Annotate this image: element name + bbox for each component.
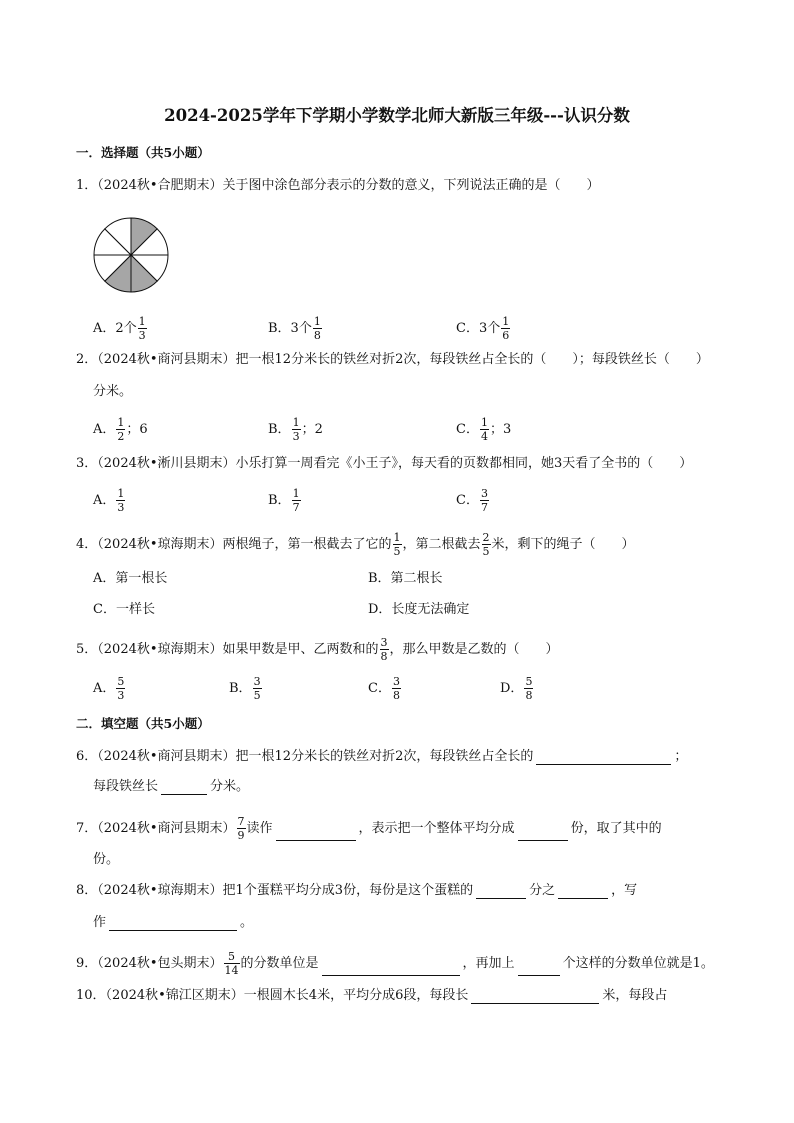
fraction: $\frac{1}{5}$ (393, 531, 401, 558)
answer-blank[interactable] (558, 885, 608, 899)
fraction: $\frac{1}{3}$ (292, 416, 300, 443)
answer-blank[interactable] (536, 751, 671, 765)
answer-blank[interactable] (109, 917, 237, 931)
q3-option-c[interactable]: C． $\frac{3}{7}$ (456, 487, 488, 514)
question-8-text: 8．（2024秋•琼海期末）把1个蛋糕平均分成3份，每份是这个蛋糕的 分之 ，写 (76, 883, 638, 898)
question-10-text: 10．（2024秋•锦江区期末）一根圆木长4米，平均分成6段，每段长 米，每段占 (76, 988, 668, 1003)
fraction: $\frac{5}{3}$ (117, 675, 125, 702)
fraction: $\frac{3}{8}$ (380, 636, 388, 663)
question-3-text: 3．（2024秋•淅川县期末）小乐打算一周看完《小王子》，每天看的页数都相同，她3天看了全书的（ ） (76, 456, 693, 471)
answer-blank[interactable] (161, 781, 207, 795)
fraction: $\frac{5}{14}$ (224, 950, 239, 977)
answer-blank[interactable] (471, 990, 599, 1004)
question-2-text-cont: 分米。 (93, 384, 133, 399)
option-label: C．3个 (456, 321, 501, 336)
answer-blank[interactable] (322, 962, 460, 976)
q1-option-b[interactable] (268, 316, 323, 341)
page-title: 2024-2025学年下学期小学数学北师大新版三年级---认识分数 (164, 106, 630, 125)
question-7-text-cont: 份。 (93, 852, 120, 867)
question-1-text: 1．（2024秋•合肥期末）关于图中涂色部分表示的分数的意义，下列说法正确的是（ ） (76, 178, 600, 193)
fraction: $\frac{3}{5}$ (253, 675, 261, 702)
q1-option-c[interactable] (456, 316, 511, 341)
fraction: $\frac{7}{9}$ (237, 815, 245, 842)
answer-blank[interactable] (276, 827, 356, 841)
fraction: $\frac{2}{5}$ (482, 531, 490, 558)
fraction: $\frac{1}{7}$ (292, 487, 300, 514)
q3-option-b[interactable]: B． $\frac{1}{7}$ (268, 487, 300, 514)
q4-option-a[interactable]: A．第一根长 (93, 571, 168, 586)
question-6-text-cont: 每段铁丝长 分米。 (93, 779, 250, 794)
q2-option-b[interactable]: B． $\frac{1}{3}$ ；2 (268, 416, 323, 443)
fraction: $\frac{1}{3}$ (138, 315, 146, 342)
fraction: $\frac{5}{8}$ (525, 675, 533, 702)
option-label: B．3个 (268, 321, 312, 336)
question-9-text: 9．（2024秋•包头期末） $\frac{5}{14}$ 的分数单位是 ，再加上 个这样的分数单位就是1。 (76, 950, 714, 977)
answer-blank[interactable] (518, 827, 568, 841)
q4-option-c[interactable]: C．一样长 (93, 602, 155, 617)
fraction: $\frac{1}{4}$ (480, 416, 488, 443)
section-heading-choice: 一．选择题（共5小题） (76, 145, 210, 160)
q5-option-d[interactable]: D． $\frac{5}{8}$ (500, 675, 533, 702)
question-6-text: 6．（2024秋•商河县期末）把一根12分米长的铁丝对折2次，每段铁丝占全长的 ； (76, 749, 688, 764)
option-label: A．2个 (93, 321, 137, 336)
q5-option-a[interactable]: A． $\frac{5}{3}$ (93, 675, 125, 702)
question-4-text: 4．（2024秋•琼海期末）两根绳子，第一根截去了它的 $\frac{1}{5}$ ，第二根截去 $\frac{2}{5}$ 米，剩下的绳子（ ） (76, 531, 635, 558)
fraction: $\frac{1}{3}$ (117, 487, 125, 514)
q4-option-b[interactable]: B．第二根长 (368, 571, 443, 586)
q1-option-a[interactable] (93, 316, 148, 341)
q5-option-c[interactable]: C． $\frac{3}{8}$ (368, 675, 400, 702)
fraction: $\frac{1}{6}$ (502, 315, 510, 342)
pie-figure (92, 216, 170, 294)
fraction: $\frac{3}{8}$ (392, 675, 400, 702)
fraction: $\frac{1}{8}$ (313, 315, 321, 342)
fraction: $\frac{3}{7}$ (480, 487, 488, 514)
question-5-text: 5．（2024秋•琼海期末）如果甲数是甲、乙两数和的 $\frac{3}{8}$ ，那么甲数是乙数的（ ） (76, 636, 559, 663)
q5-option-b[interactable]: B． $\frac{3}{5}$ (229, 675, 261, 702)
q4-option-d[interactable]: D．长度无法确定 (368, 602, 470, 617)
question-8-text-cont: 作 。 (93, 915, 254, 930)
question-7-text: 7．（2024秋•商河县期末） $\frac{7}{9}$ 读作 ，表示把一个整体平均分成 份，取了其中的 (76, 815, 662, 842)
q3-option-a[interactable]: A． $\frac{1}{3}$ (93, 487, 125, 514)
answer-blank[interactable] (518, 962, 560, 976)
question-2-text: 2．（2024秋•商河县期末）把一根12分米长的铁丝对折2次，每段铁丝占全长的（ ）；每段铁丝长（ ） (76, 352, 709, 367)
q2-option-c[interactable]: C． $\frac{1}{4}$ ；3 (456, 416, 512, 443)
answer-blank[interactable] (476, 885, 526, 899)
fraction: $\frac{1}{2}$ (117, 416, 125, 443)
section-heading-fill: 二．填空题（共5小题） (76, 716, 210, 731)
q2-option-a[interactable]: A． $\frac{1}{2}$ ；6 (93, 416, 148, 443)
